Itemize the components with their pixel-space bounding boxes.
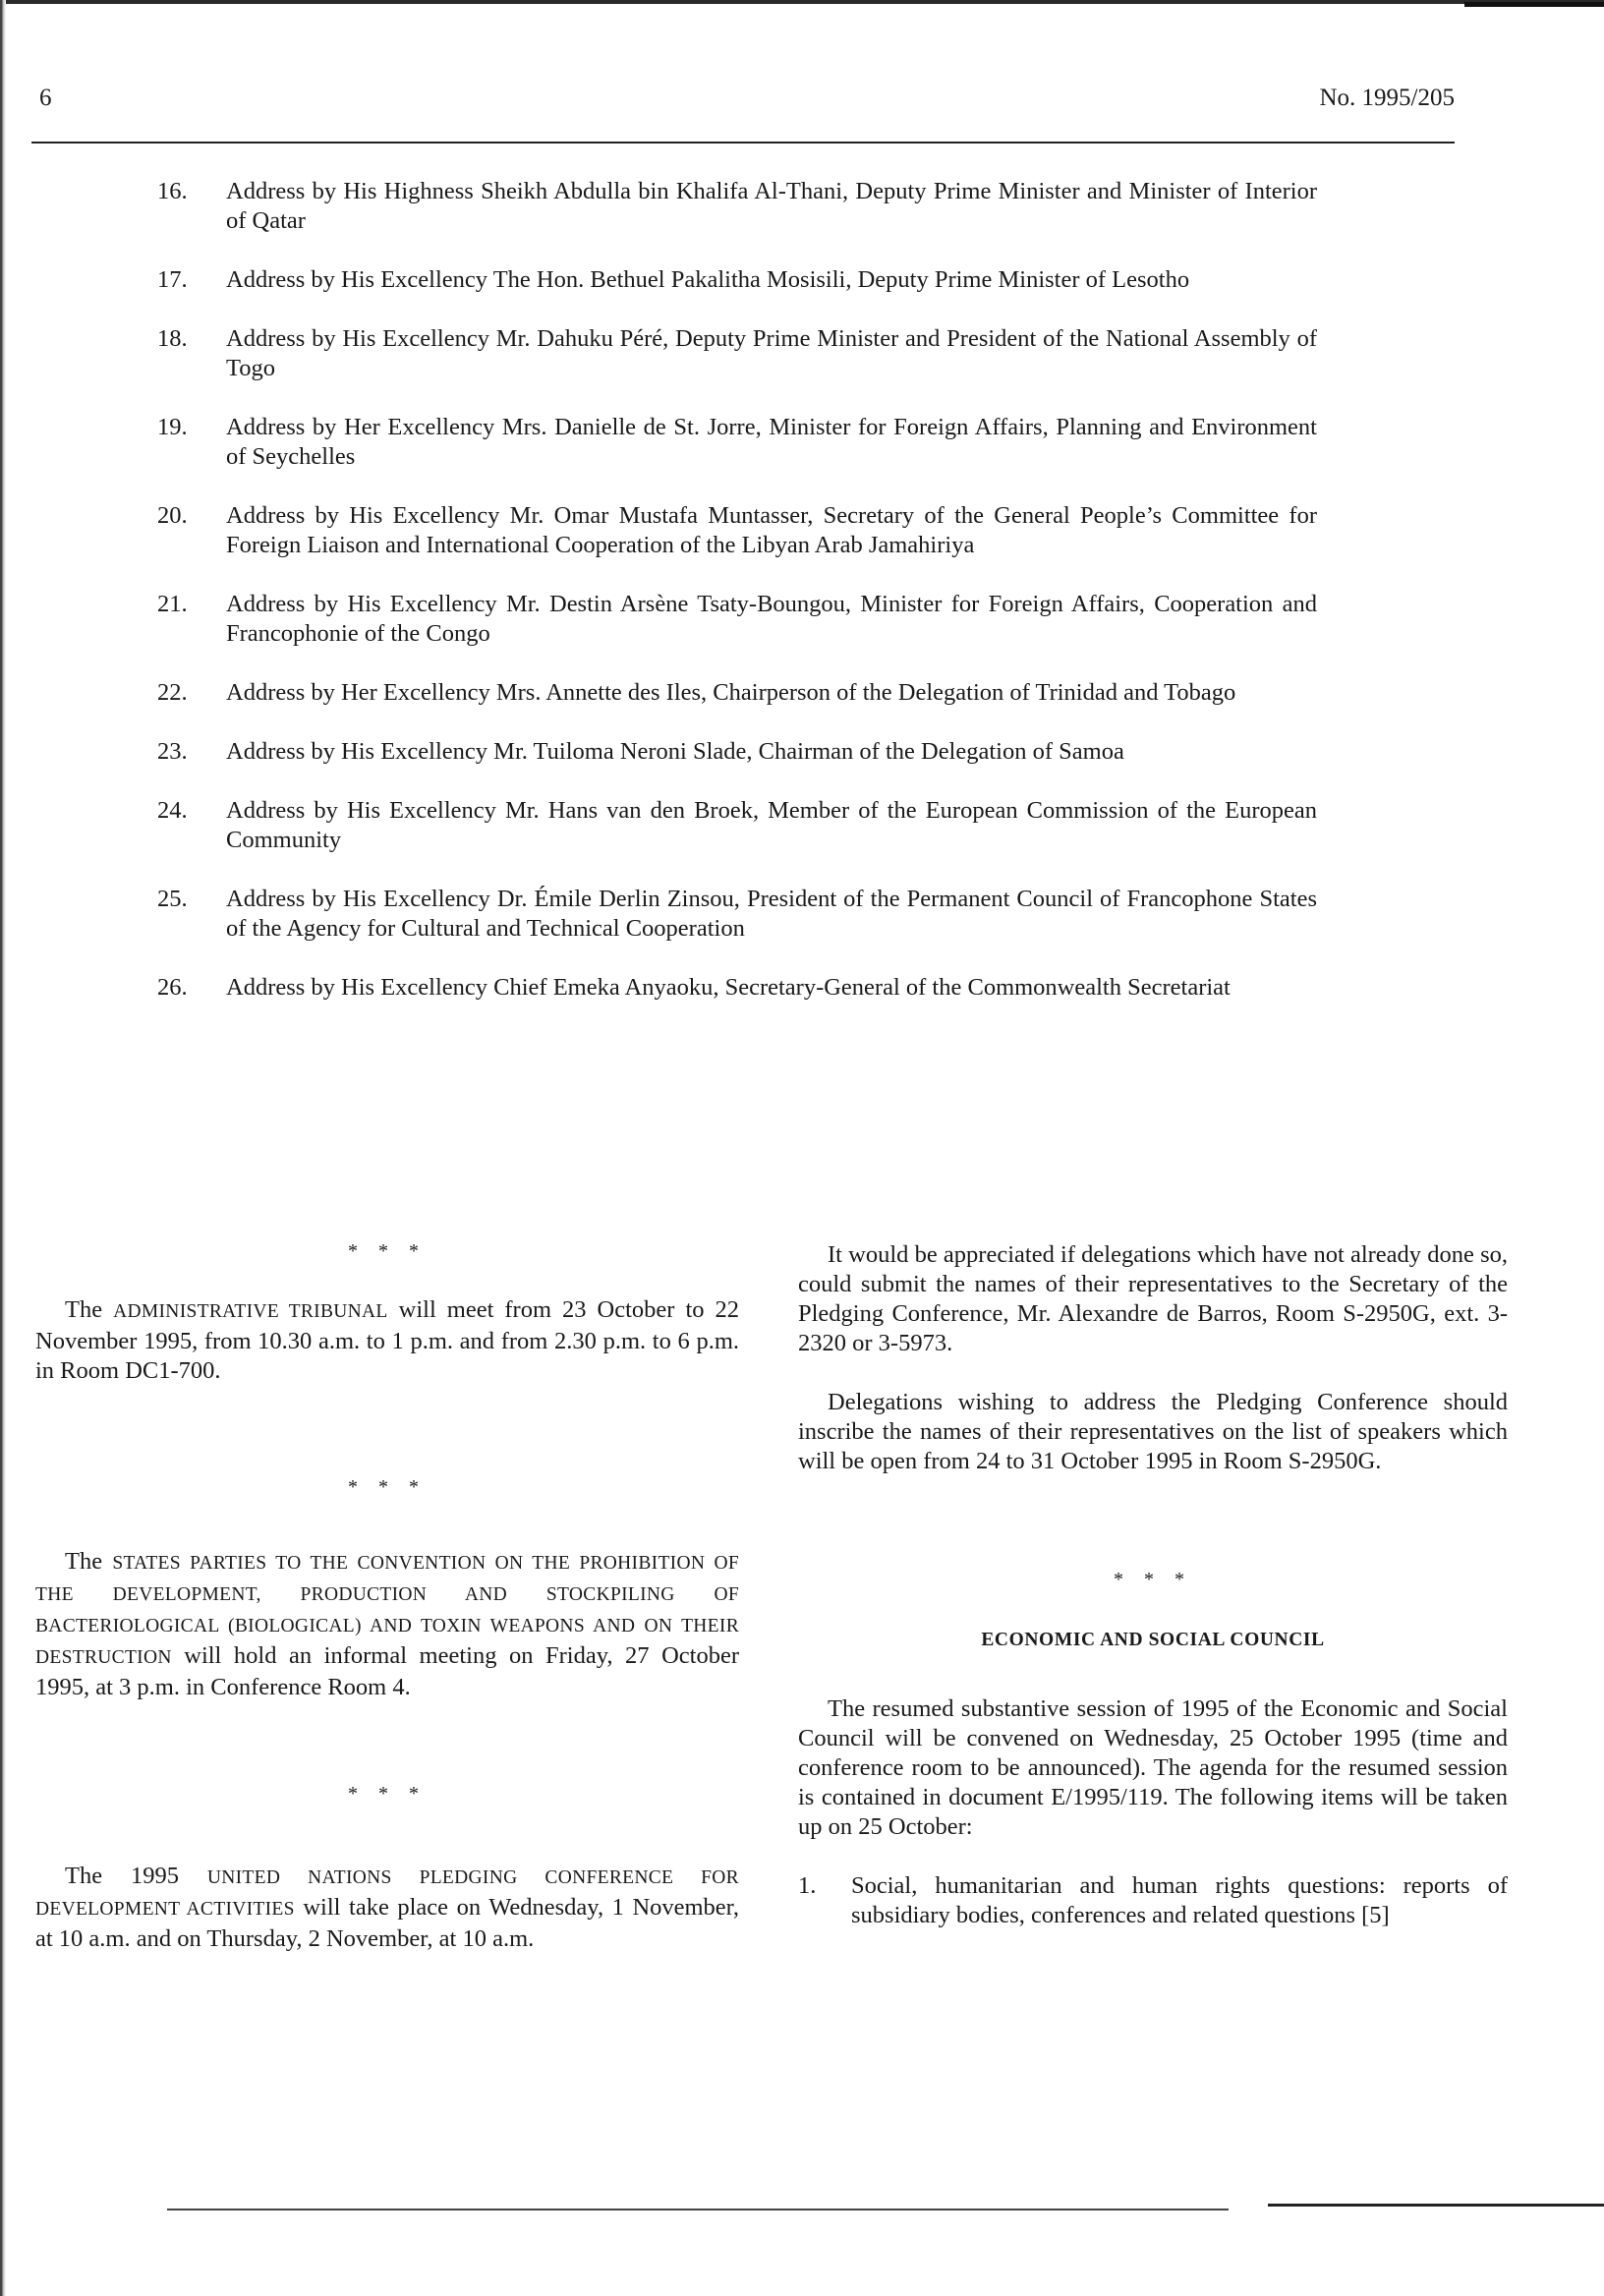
agenda-list <box>157 177 1317 1032</box>
scan-edge-left <box>0 0 6 2296</box>
pledging-representatives-paragraph: It would be appreciated if delegations which have not already done so, could submit the names of their representatives to the Secretary of the Pledging Conference, Mr. Alexandre de Barros, Room S-2950G, ext. 3-2320 or 3-5973. <box>798 1241 1508 1356</box>
left-column-convention <box>35 1472 739 1702</box>
convention-notice <box>35 1547 739 1702</box>
section-heading: ECONOMIC AND SOCIAL COUNCIL <box>981 1630 1325 1650</box>
document-number: No. 1995/205 <box>1319 85 1455 111</box>
agenda-item <box>157 973 1317 1003</box>
ecosoc-paragraph: The resumed substantive session of 1995 of the Economic and Social Council will be convened on Wednesday, 25 October 1995 (time and conference room to be announced). The agenda for the resumed session is contained in document E/1995/119. The following items will be taken up on 25 October: <box>798 1695 1508 1840</box>
agenda-item-number: 24. <box>157 797 188 824</box>
agenda-item-number: 25. <box>157 886 188 912</box>
pledging-conference-notice <box>35 1862 739 1954</box>
notice-text: The 1995 <box>65 1863 207 1889</box>
agenda-item-number: 20. <box>157 502 188 529</box>
agenda-item-text: Address by His Excellency Chief Emeka Anyaoku, Secretary-General of the Commonwealth Secretariat <box>226 974 1231 1001</box>
bottom-rule <box>167 2209 1229 2210</box>
agenda-item <box>157 678 1317 708</box>
ecosoc-item-number: 1. <box>798 1872 817 1899</box>
agenda-item <box>157 737 1317 767</box>
agenda-item-text: Address by His Highness Sheikh Abdulla bin Khalifa Al-Thani, Deputy Prime Minister and Minister of Interior of Qatar <box>226 178 1317 234</box>
agenda-item-text: Address by Her Excellency Mrs. Danielle de St. Jorre, Minister for Foreign Affairs, Planning and Environment of Seychelles <box>226 414 1317 470</box>
notice-text: The <box>65 1296 114 1323</box>
agenda-item <box>157 324 1317 383</box>
header-rule <box>31 142 1455 144</box>
agenda-item-text: Address by His Excellency Mr. Hans van den Broek, Member of the European Commission of the European Community <box>226 797 1317 853</box>
ecosoc-agenda-item <box>798 1871 1508 1930</box>
separator-stars: * * * <box>1114 1569 1192 1590</box>
agenda-item-number: 16. <box>157 178 188 204</box>
notice-smallcaps: STATES PARTIES TO THE CONVENTION ON THE PROHIBITION OF THE DEVELOPMENT, PRODUCTION AND STOCKPILING OF BACTERIOLOGICAL (BIOLOGICAL) AND TOXIN WEAPONS AND ON THEIR DESTRUCTION <box>35 1553 740 1668</box>
pledging-speakers-paragraph: Delegations wishing to address the Pledging Conference should inscribe the names of their representatives on the list of speakers which will be open from 24 to 31 October 1995 in Room S-2950G. <box>798 1389 1508 1474</box>
agenda-item <box>157 796 1317 855</box>
agenda-item-number: 23. <box>157 738 188 765</box>
agenda-item-text: Address by His Excellency The Hon. Bethuel Pakalitha Mosisili, Deputy Prime Minister of Lesotho <box>226 266 1190 293</box>
page-number: 6 <box>39 85 52 111</box>
agenda-item-number: 17. <box>157 266 188 293</box>
right-column <box>798 1240 1508 1930</box>
agenda-item-number: 22. <box>157 679 188 706</box>
notice-text: will hold an informal meeting on Friday, 27 October 1995, at 3 p.m. in Conference Room 4. <box>35 1642 739 1700</box>
agenda-item <box>157 413 1317 472</box>
separator-stars: * * * <box>348 1476 427 1498</box>
separator-stars: * * * <box>348 1783 427 1805</box>
scan-edge-top-right <box>1464 2 1604 7</box>
notice-text: will meet from 23 October to 22 November 1995, from 10.30 a.m. to 1 p.m. and from 2.30 p.m. to 6 p.m. in Room DC1-700. <box>35 1296 740 1384</box>
bottom-rule-right <box>1268 2204 1604 2207</box>
agenda-item <box>157 501 1317 560</box>
agenda-item-text: Address by His Excellency Mr. Destin Arsène Tsaty-Boungou, Minister for Foreign Affairs, Cooperation and Francophonie of the Congo <box>226 591 1317 647</box>
notice-text: will take place on Wednesday, 1 November, at 10 a.m. and on Thursday, 2 November, at 10 a.m. <box>35 1894 739 1952</box>
left-column-pledging <box>35 1779 739 1954</box>
agenda-item <box>157 265 1317 295</box>
notice-smallcaps: UNITED NATIONS PLEDGING CONFERENCE FOR DEVELOPMENT ACTIVITIES <box>35 1867 739 1920</box>
notice-smallcaps: ADMINISTRATIVE TRIBUNAL <box>113 1301 388 1322</box>
scan-edge-top <box>0 0 1604 4</box>
agenda-item-number: 19. <box>157 414 188 440</box>
left-column <box>35 1236 739 1386</box>
agenda-item <box>157 177 1317 236</box>
agenda-item-text: Address by His Excellency Mr. Dahuku Péré, Deputy Prime Minister and President of the National Assembly of Togo <box>226 325 1317 381</box>
agenda-item-number: 18. <box>157 325 188 352</box>
agenda-item-text: Address by His Excellency Mr. Tuiloma Neroni Slade, Chairman of the Delegation of Samoa <box>226 738 1124 765</box>
notice-text: The <box>65 1548 113 1575</box>
agenda-item <box>157 885 1317 944</box>
agenda-item-text: Address by Her Excellency Mrs. Annette des Iles, Chairperson of the Delegation of Trinidad and Tobago <box>226 679 1236 706</box>
administrative-tribunal-notice <box>35 1295 739 1386</box>
agenda-item-number: 21. <box>157 591 188 617</box>
separator-stars: * * * <box>348 1240 427 1262</box>
agenda-item-text: Address by His Excellency Mr. Omar Mustafa Muntasser, Secretary of the General People’s Committee for Foreign Liaison and International Cooperation of the Libyan Arab Jamahiriya <box>226 502 1317 558</box>
agenda-item <box>157 590 1317 649</box>
agenda-item-text: Address by His Excellency Dr. Émile Derlin Zinsou, President of the Permanent Council of Francophone States of the Agency for Cultural and Technical Cooperation <box>226 886 1317 942</box>
ecosoc-item-text: Social, humanitarian and human rights questions: reports of subsidiary bodies, conferences and related questions [5] <box>851 1872 1508 1928</box>
agenda-item-number: 26. <box>157 974 188 1001</box>
